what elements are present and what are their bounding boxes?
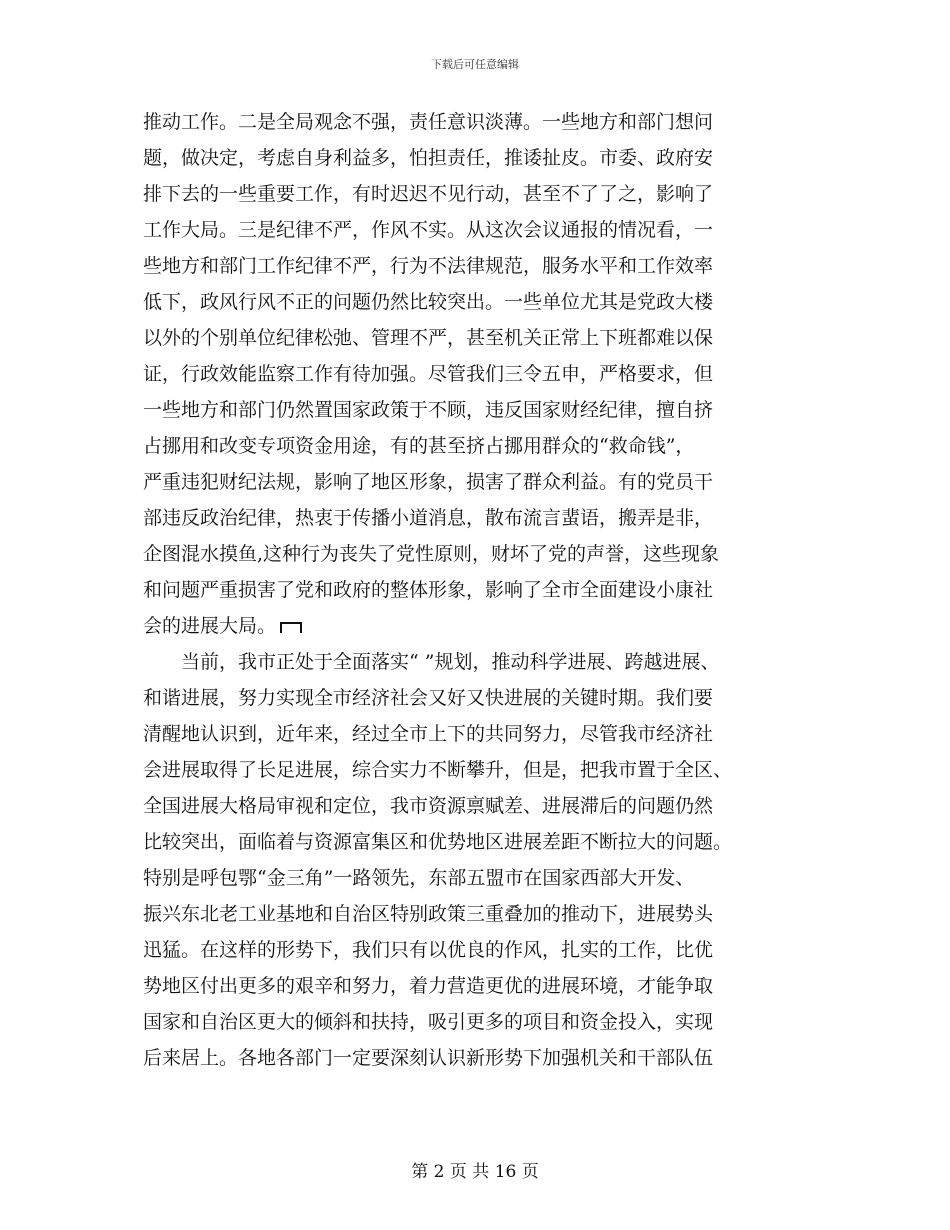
paragraph-mark-icon	[280, 622, 302, 633]
text-line: 特别是呼包鄂“金三角”一路领先，东部五盟市在国家西部大开发、	[143, 867, 695, 889]
text-line: 严重违犯财纪法规，影响了地区形象，损害了群众利益。有的党员干	[143, 471, 714, 493]
text-line: 工作大局。三是纪律不严，作风不实。从这次会议通报的情况看，一	[143, 219, 714, 241]
page-footer: 第 2 页 共 16 页	[411, 1162, 539, 1182]
text-line: 振兴东北老工业基地和自治区特别政策三重叠加的推动下，进展势头	[143, 903, 714, 925]
page-header: 下载后可任意编辑	[431, 58, 519, 71]
text-line: 清醒地认识到，近年来，经过全市上下的共同努力，尽管我市经济社	[143, 723, 714, 745]
text-line: 以外的个别单位纪律松弛、管理不严，甚至机关正常上下班都难以保	[143, 327, 714, 349]
text-line: 排下去的一些重要工作，有时迟迟不见行动，甚至不了了之，影响了	[143, 183, 714, 205]
text-line: 推动工作。二是全局观念不强，责任意识淡薄。一些地方和部门想问	[143, 111, 714, 133]
text-line: 后来居上。各地各部门一定要深刻认识新形势下加强机关和干部队伍	[143, 1047, 714, 1069]
text-line: 占挪用和改变专项资金用途，有的甚至挤占挪用群众的“救命钱”，	[143, 435, 695, 457]
text-line: 和问题严重损害了党和政府的整体形象，影响了全市全面建设小康社	[143, 579, 714, 601]
text-line: 迅猛。在这样的形势下，我们只有以优良的作风，扎实的工作，比优	[143, 939, 714, 961]
text-line: 会的进展大局。	[143, 608, 823, 644]
text-line: 些地方和部门工作纪律不严，行为不法律规范，服务水平和工作效率	[143, 255, 714, 277]
text-line: 低下，政风行风不正的问题仍然比较突出。一些单位尤其是党政大楼	[143, 291, 714, 313]
text-line: 比较突出，面临着与资源富集区和优势地区进展差距不断拉大的问题。	[143, 831, 733, 853]
text-line: 部违反政治纪律，热衷于传播小道消息，散布流言蜚语，搬弄是非，	[143, 507, 714, 529]
text-line: 全国进展大格局审视和定位，我市资源禀赋差、进展滞后的问题仍然	[143, 795, 714, 817]
text-line: 证，行政效能监察工作有待加强。尽管我们三令五申，严格要求，但	[143, 363, 714, 385]
text-line: 和谐进展，努力实现全市经济社会又好又快进展的关键时期。我们要	[143, 687, 714, 709]
text-line: 当前，我市正处于全面落实“ ”规划，推动科学进展、跨越进展、	[143, 651, 720, 673]
text-line: 势地区付出更多的艰辛和努力，着力营造更优的进展环境，才能争取	[143, 975, 714, 997]
text-line: 题，做决定，考虑自身利益多，怕担责任，推诿扯皮。市委、政府安	[143, 147, 714, 169]
text-line: 会进展取得了长足进展，综合实力不断攀升，但是，把我市置于全区、	[143, 759, 733, 781]
text-line: 企图混水摸鱼,这种行为丧失了党性原则，财坏了党的声誉，这些现象	[143, 543, 720, 565]
document-body	[143, 104, 823, 1076]
text-line: 国家和自治区更大的倾斜和扶持，吸引更多的项目和资金投入，实现	[143, 1011, 714, 1033]
text-line: 一些地方和部门仍然置国家政策于不顾，违反国家财经纪律，擅自挤	[143, 399, 714, 421]
